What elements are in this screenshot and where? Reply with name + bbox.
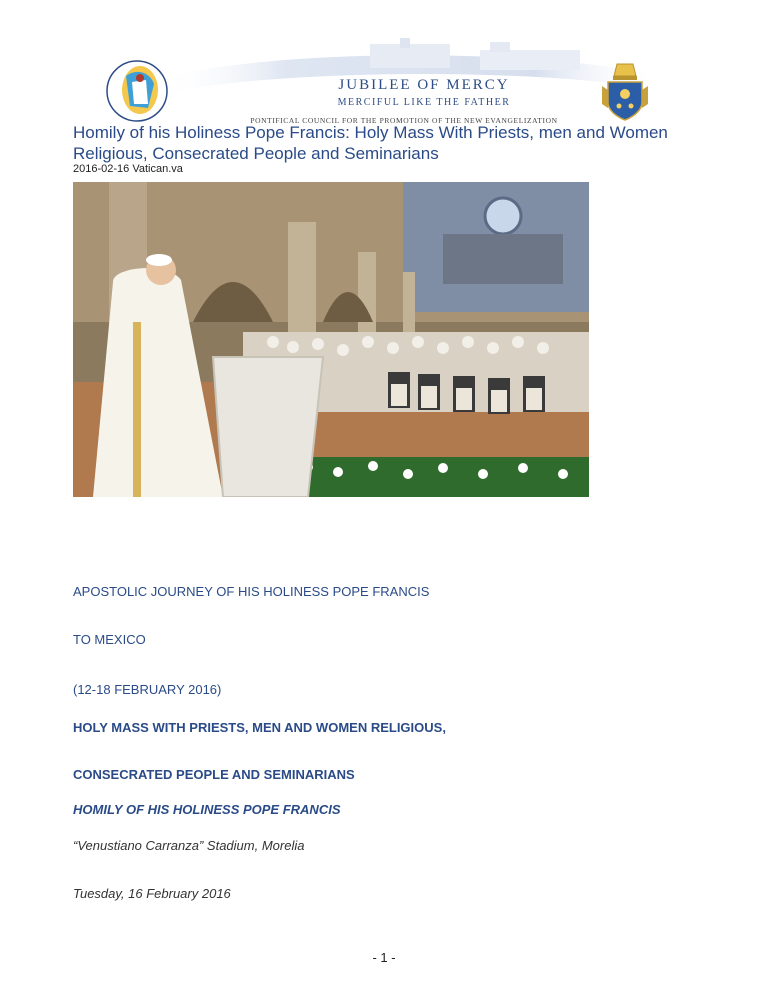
document-title: Homily of his Holiness Pope Francis: Holy Mass With Priests, men and Women Religious, Consecrated People and Seminarians [73,123,668,163]
venue: “Venustiano Carranza” Stadium, Morelia [73,838,305,853]
journey-destination: TO MEXICO [73,632,146,647]
document-date-source: 2016-02-16 Vatican.va [73,163,183,175]
journey-dates: (12-18 FEBRUARY 2016) [73,682,222,697]
page-number: - 1 - [372,950,396,965]
banner-title: JUBILEE OF MERCY [338,77,510,93]
homily-heading: HOMILY OF HIS HOLINESS POPE FRANCIS [73,802,341,817]
cathedral-mass-photo [73,182,589,497]
mass-heading-line1: HOLY MASS WITH PRIESTS, MEN AND WOMEN RELIGIOUS, [73,720,446,735]
header-banner [0,20,768,125]
papal-coat-of-arms-icon [600,60,650,124]
event-date: Tuesday, 16 February 2016 [73,886,231,901]
council-name: PONTIFICAL COUNCIL FOR THE PROMOTION OF THE NEW EVANGELIZATION [250,116,558,125]
journey-heading: APOSTOLIC JOURNEY OF HIS HOLINESS POPE FRANCIS [73,584,430,599]
mass-heading-line2: CONSECRATED PEOPLE AND SEMINARIANS [73,767,355,782]
banner-subtitle: MERCIFUL LIKE THE FATHER [337,97,511,108]
